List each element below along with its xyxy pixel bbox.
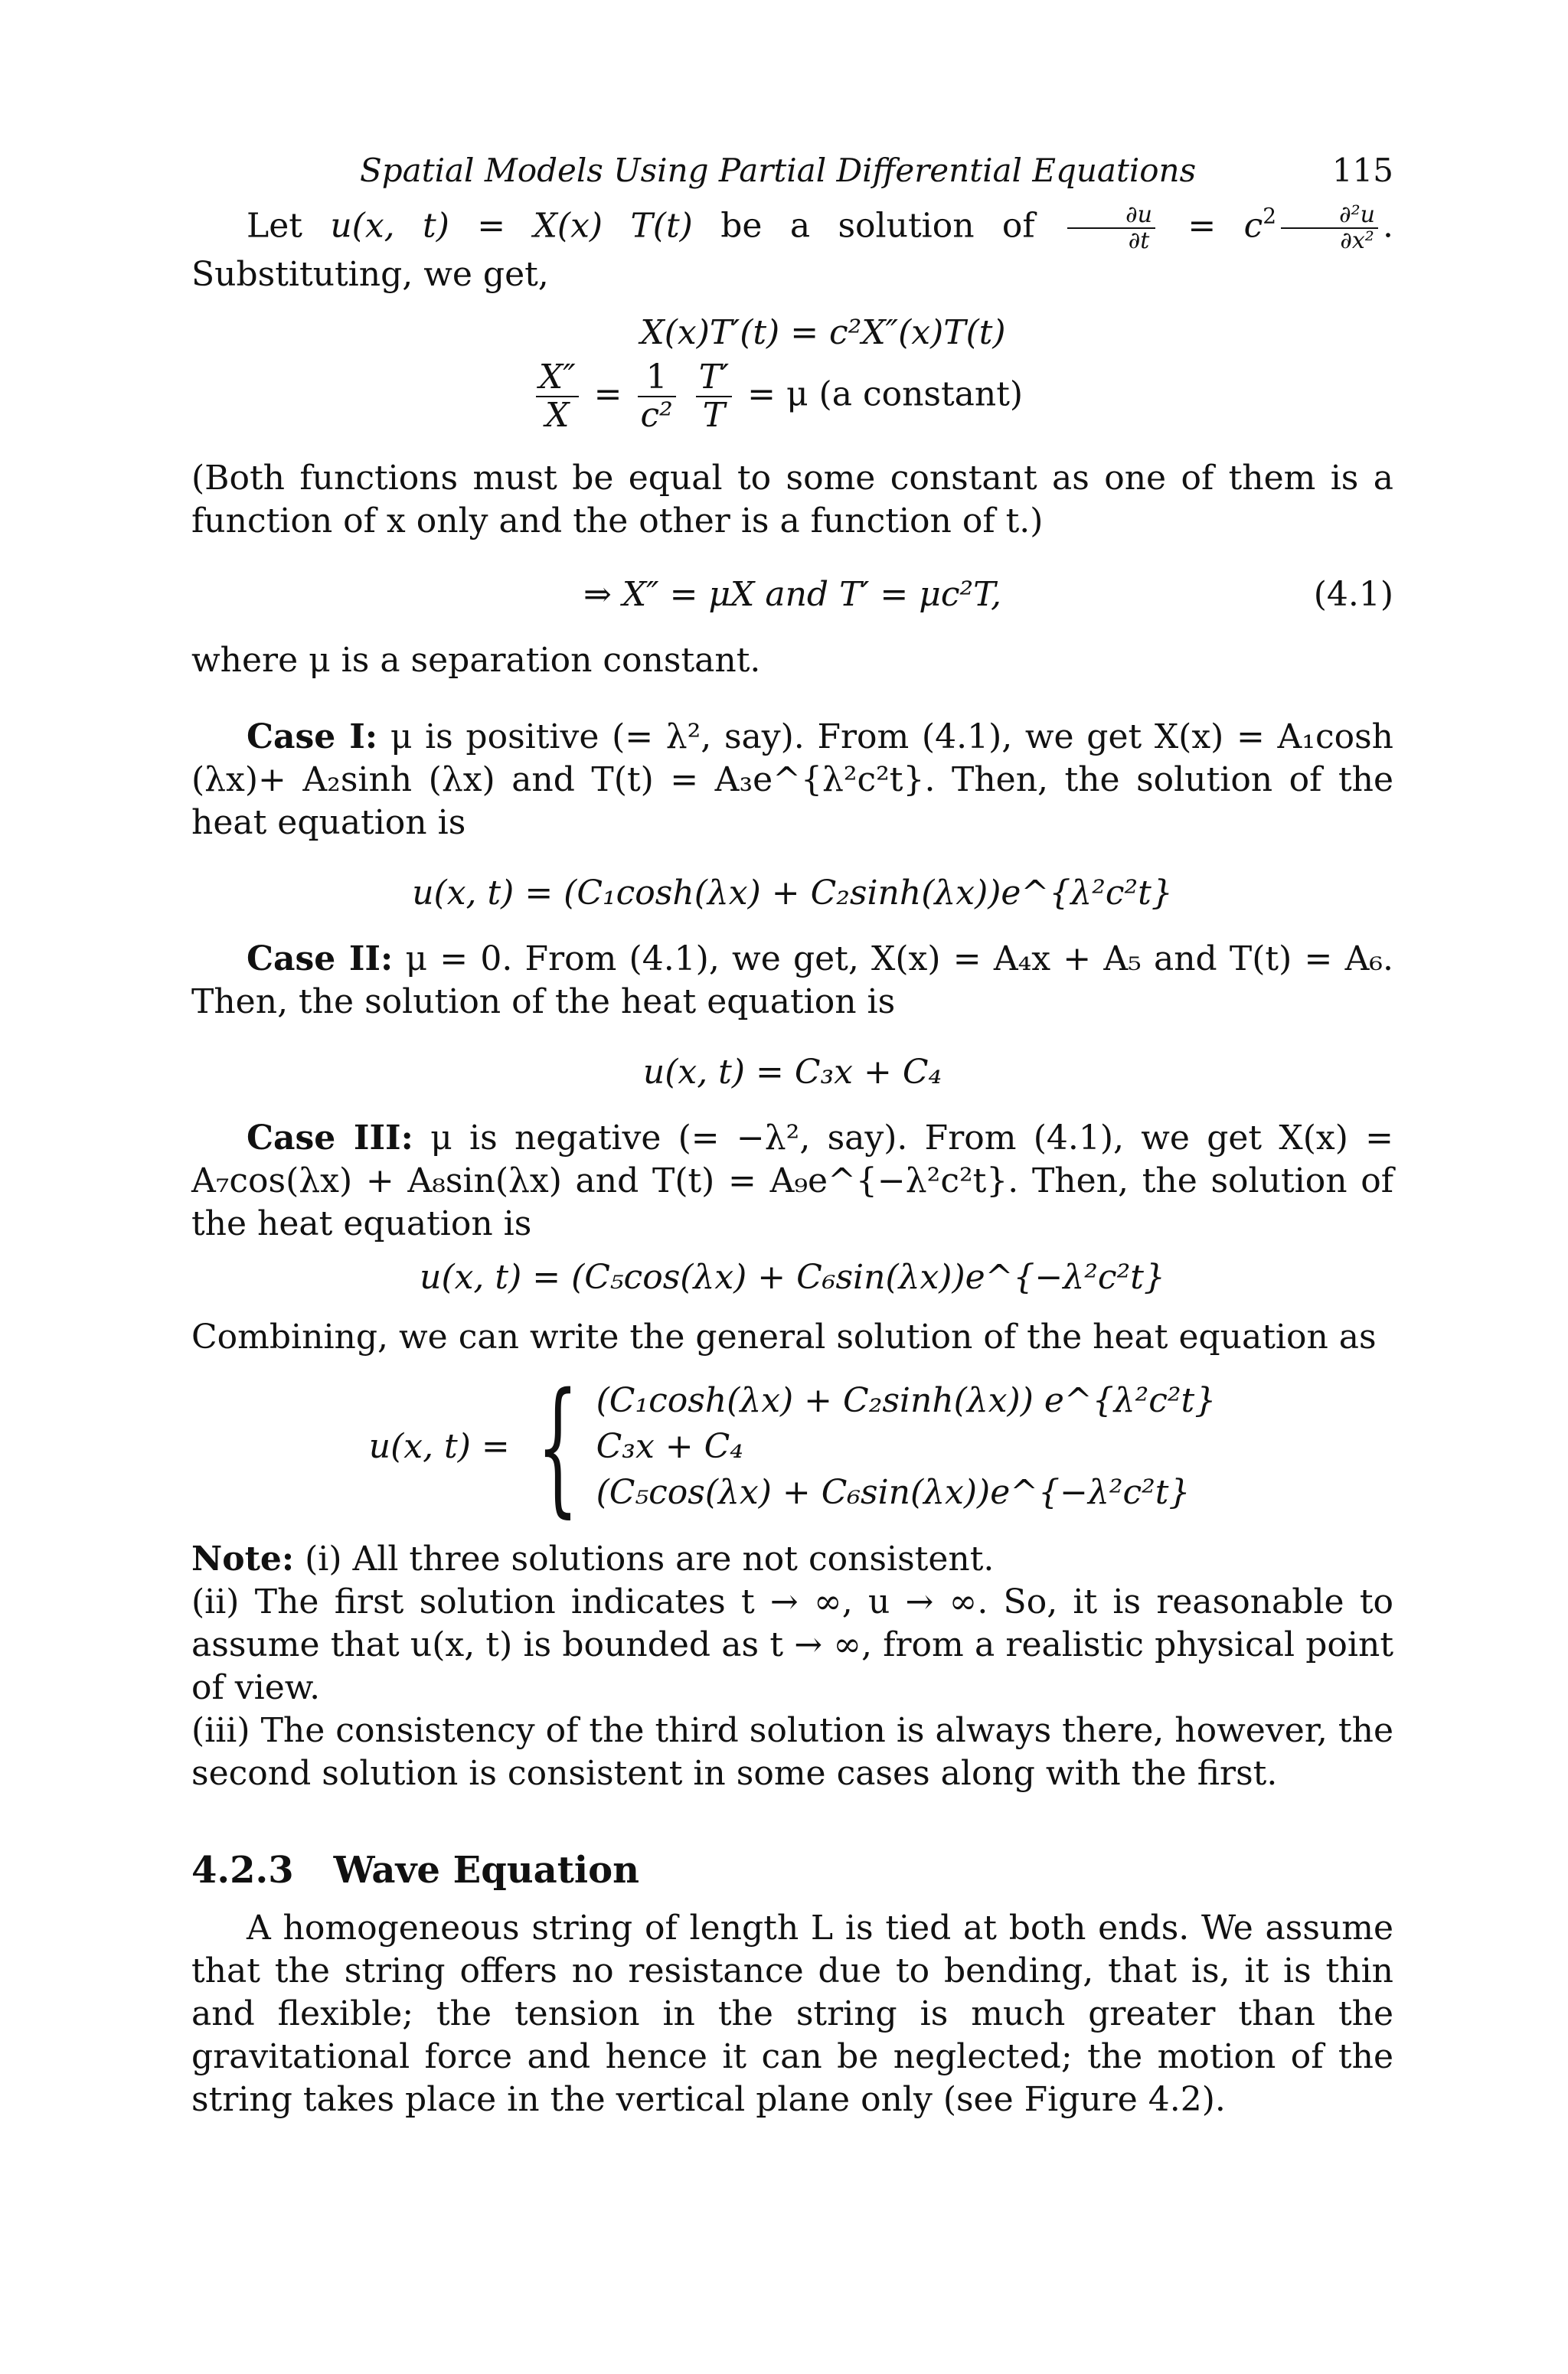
general-case-2: C₃x + C₄: [596, 1427, 743, 1466]
frac-du-dt-num: ∂u: [1067, 203, 1155, 229]
intro-paragraph: Let u(x, t) = X(x) T(t) be a solution of $\frac{\partial u}{\partial t}$ = $c^2$ $\frac{\text{∂²u}}{\text{∂x²}}$ . Substituting, we get,: [191, 201, 1393, 294]
general-solution-cases: [596, 1378, 1217, 1516]
running-head-title: Spatial Models Using Partial Differential Equations: [360, 152, 1197, 189]
frac-t-t-den: T: [702, 396, 726, 435]
separation-equations: [191, 312, 1393, 434]
frac-1-c2-num: 1: [638, 359, 676, 397]
separation-line-1: X(x)T′(t) = c²X″(x)T(t): [640, 313, 1006, 352]
frac-1-c2-den: c²: [640, 396, 673, 435]
general-solution: [191, 1362, 1393, 1531]
section-title: Wave Equation: [333, 1849, 640, 1892]
case-1-text: μ is positive (= λ², say). From (4.1), we get X(x) = A₁cosh (λx)+ A₂sinh (λx) and T(t) = A₃e^{λ²c²t}. Then, the solution of the heat equation is: [191, 717, 1394, 842]
frac-x2-x-den: X: [545, 396, 570, 435]
intro-eq-c2: = c: [1159, 206, 1263, 246]
frac-x2-x: [536, 359, 579, 434]
intro-text-c: . Substituting, we get,: [191, 206, 1393, 294]
page-number: 115: [1331, 152, 1393, 189]
frac-1-c2: [638, 359, 676, 434]
where-mu-text: where μ is a separation constant.: [191, 641, 761, 680]
case-3-text: μ is negative (= −λ², say). From (4.1), we get X(x) = A₇cos(λx) + A₈sin(λx) and T(t) = A₉e^{−λ²c²t}. Then, the solution of the heat equation is: [191, 1118, 1393, 1243]
section-heading: [191, 1849, 1393, 1892]
case-1-solution-block: [191, 872, 1393, 915]
frac-t-t: [696, 359, 732, 434]
note-i-text: (i) All three solutions are not consistent.: [294, 1540, 995, 1579]
frac-d2u-dx2-num: ∂²u: [1281, 203, 1378, 229]
separation-rhs: = μ (a constant): [747, 374, 1024, 414]
general-case-1: (C₁cosh(λx) + C₂sinh(λx)) e^{λ²c²t}: [596, 1381, 1217, 1420]
general-solution-lhs: u(x, t) =: [368, 1427, 510, 1466]
page: [191, 149, 1393, 2121]
both-functions-paragraph: (Both functions must be equal to some constant as one of them is a function of x only and the other is a function of t.): [191, 459, 1393, 540]
case-2-paragraph: [191, 938, 1393, 1024]
case-2-text: μ = 0. From (4.1), we get, X(x) = A₄x + A₅ and T(t) = A₆. Then, the solution of the heat equation is: [191, 939, 1393, 1021]
case-3-paragraph: [191, 1117, 1393, 1246]
frac-d2u-dx2: [1281, 203, 1378, 253]
case-3-label: Case III:: [247, 1118, 413, 1158]
case-3-solution-block: [191, 1256, 1393, 1299]
case-1-label: Case I:: [247, 717, 378, 756]
equation-4-1: [191, 573, 1393, 616]
note-label: Note:: [191, 1540, 295, 1579]
equation-number: (4.1): [1313, 575, 1393, 614]
frac-du-dt: [1067, 203, 1155, 253]
running-head: [191, 149, 1393, 203]
case-3-solution: u(x, t) = (C₅cos(λx) + C₆sin(λx))e^{−λ²c²t}: [420, 1258, 1165, 1297]
case-1-paragraph: [191, 716, 1393, 844]
intro-text-a: Let: [247, 206, 331, 246]
note-line-iii: (iii) The consistency of the third solution is always there, however, the second solution is consistent in some cases along with the first.: [191, 1711, 1393, 1793]
combining-text: Combining, we can write the general solution of the heat equation as: [191, 1318, 1377, 1357]
equation-4-1-text: ⇒ X″ = μX and T′ = μc²T,: [583, 575, 1001, 614]
left-brace: {: [536, 1362, 579, 1531]
separation-line-2: $\frac{X''}{X}$ = $\frac{1}{\text{c²}}$ $\frac{T'}{T}$ = μ (a constant): [191, 359, 1393, 434]
note-line-ii: (ii) The first solution indicates t → ∞, u → ∞. So, it is reasonable to assume that u(x, t) is bounded as t → ∞, from a realistic physical point of view.: [191, 1582, 1393, 1707]
intro-text-b: be a solution of: [692, 206, 1063, 246]
case-2-solution: u(x, t) = C₃x + C₄: [642, 1053, 942, 1092]
equation-4-1-line: [191, 573, 1393, 616]
general-case-3: (C₅cos(λx) + C₆sin(λx))e^{−λ²c²t}: [596, 1473, 1191, 1512]
case-2-solution-block: [191, 1051, 1393, 1094]
intro-uxt: u(x, t) = X(x) T(t): [330, 206, 693, 246]
wave-paragraph: A homogeneous string of length L is tied at both ends. We assume that the string offers no resistance due to bending, that is, it is thin and flexible; the tension in the string is much greater than the gravitational force and hence it can be neglected; the motion of the string takes place in the vertical plane only (see Figure 4.2).: [191, 1909, 1393, 2119]
frac-d2u-dx2-den: ∂x²: [1340, 227, 1374, 254]
case-1-solution: u(x, t) = (C₁cosh(λx) + C₂sinh(λx))e^{λ²c²t}: [412, 874, 1173, 913]
frac-t-t-num: T′: [696, 359, 732, 397]
note-line-i: [191, 1538, 1393, 1581]
section-number: 4.2.3: [191, 1849, 294, 1892]
frac-x2-x-num: X″: [536, 359, 579, 397]
case-2-label: Case II:: [247, 939, 394, 978]
frac-du-dt-den: ∂t: [1128, 227, 1150, 254]
